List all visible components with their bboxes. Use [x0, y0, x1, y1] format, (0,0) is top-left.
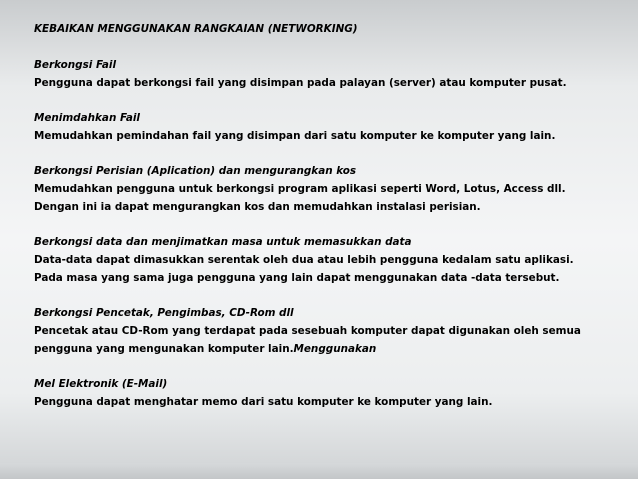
- section-mel-elektronik: [34, 375, 624, 411]
- section-berkongsi-pencetak: [34, 304, 624, 358]
- section-body-line: Pengguna dapat menghatar memo dari satu komputer ke komputer yang lain.: [34, 396, 493, 408]
- section-body-line: Pengguna dapat berkongsi fail yang disimpan pada palayan (server) atau komputer pusat.: [34, 77, 567, 89]
- section-heading: Berkongsi Fail: [34, 59, 117, 71]
- slide-content: [34, 20, 624, 428]
- section-body-line: Memudahkan pemindahan fail yang disimpan dari satu komputer ke komputer yang lain.: [34, 130, 556, 142]
- section-body-line: Data-data dapat dimasukkan serentak oleh dua atau lebih pengguna kedalam satu aplikasi.: [34, 254, 574, 266]
- section-body-line-mixed: [34, 340, 624, 358]
- section-body-italic-text: Menggunakan: [293, 343, 377, 355]
- slide-title: KEBAIKAN MENGGUNAKAN RANGKAIAN (NETWORKING): [34, 23, 358, 35]
- section-heading: Mel Elektronik (E-Mail): [34, 378, 168, 390]
- section-body-line: Dengan ini ia dapat mengurangkan kos dan memudahkan instalasi perisian.: [34, 201, 481, 213]
- section-body-line: Memudahkan pengguna untuk berkongsi program aplikasi seperti Word, Lotus, Access dll.: [34, 183, 566, 195]
- section-heading: Berkongsi Pencetak, Pengimbas, CD-Rom dll: [34, 307, 294, 319]
- slide-bottom-band: [0, 463, 638, 479]
- section-body-line: Pencetak atau CD-Rom yang terdapat pada sesebuah komputer dapat digunakan oleh semua: [34, 325, 581, 337]
- section-body-text: pengguna yang mengunakan komputer lain.: [34, 343, 294, 355]
- section-menimdahkan-fail: [34, 109, 624, 145]
- section-heading: Berkongsi data dan menjimatkan masa untuk memasukkan data: [34, 236, 412, 248]
- section-body-line: Pada masa yang sama juga pengguna yang lain dapat menggunakan data -data tersebut.: [34, 272, 560, 284]
- section-berkongsi-data: [34, 233, 624, 287]
- section-berkongsi-fail: [34, 56, 624, 92]
- section-heading: Berkongsi Perisian (Aplication) dan mengurangkan kos: [34, 165, 357, 177]
- section-heading: Menimdahkan Fail: [34, 112, 140, 124]
- section-berkongsi-perisian: [34, 162, 624, 216]
